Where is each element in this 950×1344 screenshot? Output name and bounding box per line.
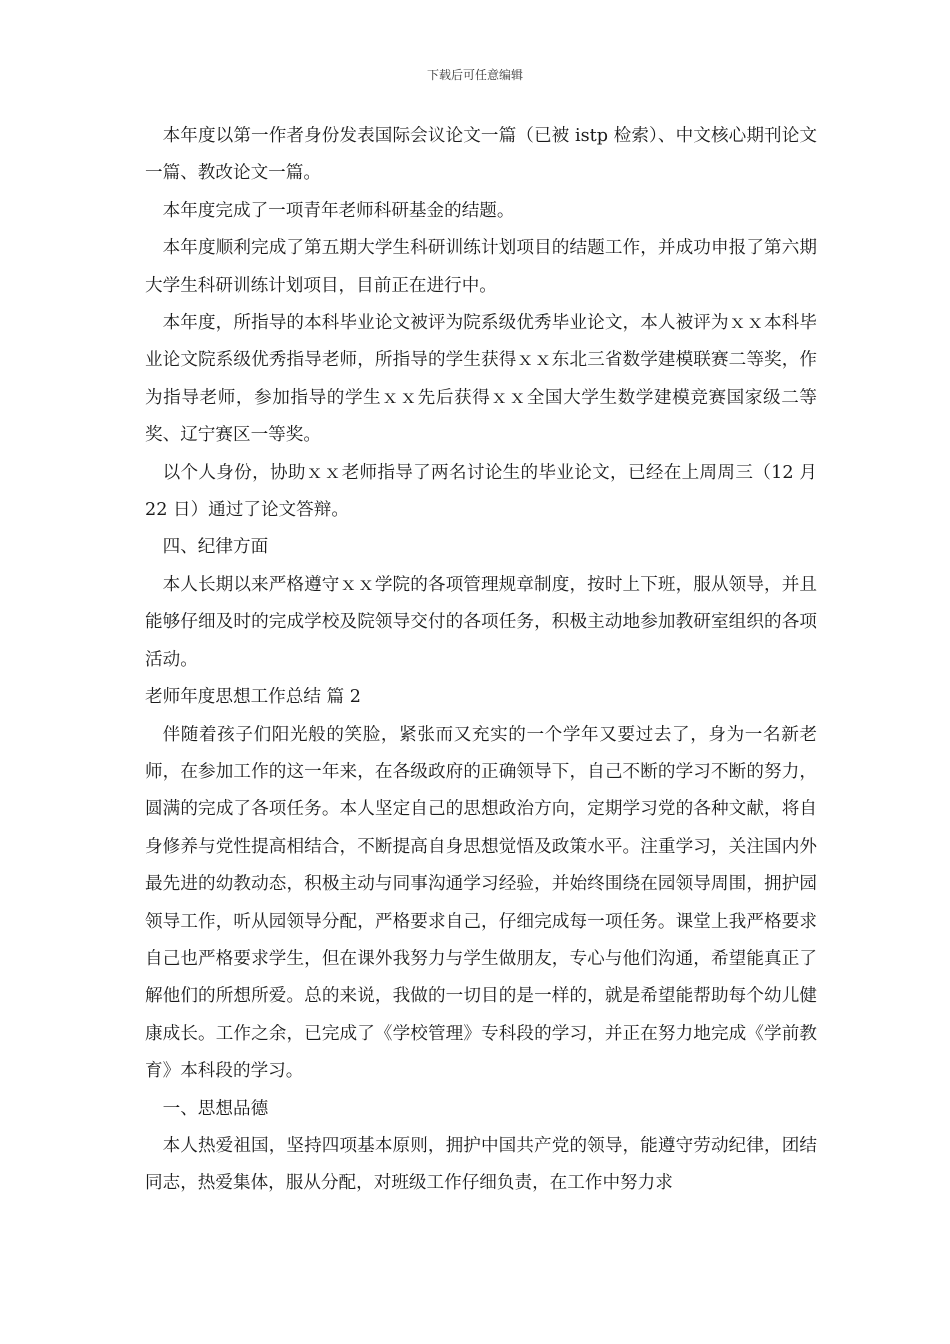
paragraph: 本年度以第一作者身份发表国际会议论文一篇（已被 istp 检索）、中文核心期刊论文一篇、教改论文一篇。 bbox=[145, 126, 817, 184]
document-body bbox=[145, 118, 817, 1203]
page-header: 下载后可任意编辑 bbox=[426, 68, 523, 82]
paragraph: 本年度顺利完成了第五期大学生科研训练计划项目的结题工作，并成功申报了第六期大学生科研训练计划项目，目前正在进行中。 bbox=[145, 238, 817, 296]
document-title: 老师年度思想工作总结 篇 2 bbox=[145, 687, 361, 708]
paragraph: 本人长期以来严格遵守ｘｘ学院的各项管理规章制度，按时上下班，服从领导，并且能够仔细及时的完成学校及院领导交付的各项任务，积极主动地参加教研室组织的各项活动。 bbox=[145, 574, 817, 670]
paragraph: 以个人身份，协助ｘｘ老师指导了两名讨论生的毕业论文，已经在上周周三（12 月 22 日）通过了论文答辩。 bbox=[145, 462, 817, 521]
section-heading: 四、纪律方面 bbox=[162, 537, 269, 558]
paragraph: 本年度完成了一项青年老师科研基金的结题。 bbox=[162, 200, 515, 221]
paragraph: 伴随着孩子们阳光般的笑脸，紧张而又充实的一个学年又要过去了，身为一名新老师，在参加工作的这一年来，在各级政府的正确领导下，自己不断的学习不断的努力，圆满的完成了各项任务。本人坚定自己的思想政治方向，定期学习党的各种文献，将自身修养与党性提高相结合，不断提高自身思想觉悟及政策水平。注重学习，关注国内外最先进的幼教动态，积极主动与同事沟通学习经验，并始终围绕在园领导周围，拥护园领导工作，听从园领导分配，严格要求自己，仔细完成每一项任务。课堂上我严格要求自己也严格要求学生，但在课外我努力与学生做朋友，专心与他们沟通，希望能真正了解他们的所想所爱。总的来说，我做的一切目的是一样的，就是希望能帮助每个幼儿健康成长。工作之余，已完成了《学校管理》专科段的学习，并正在努力地完成《学前教育》本科段的学习。 bbox=[145, 724, 817, 1082]
paragraph: 本年度，所指导的本科毕业论文被评为院系级优秀毕业论文，本人被评为ｘｘ本科毕业论文院系级优秀指导老师，所指导的学生获得ｘｘ东北三省数学建模联赛二等奖，作为指导老师，参加指导的学生ｘｘ先后获得ｘｘ全国大学生数学建模竞赛国家级二等奖、辽宁赛区一等奖。 bbox=[145, 313, 817, 446]
section-heading: 一、思想品德 bbox=[162, 1098, 269, 1119]
paragraph: 本人热爱祖国，坚持四项基本原则，拥护中国共产党的领导，能遵守劳动纪律，团结同志，热爱集体，服从分配，对班级工作仔细负责，在工作中努力求 bbox=[145, 1135, 817, 1194]
